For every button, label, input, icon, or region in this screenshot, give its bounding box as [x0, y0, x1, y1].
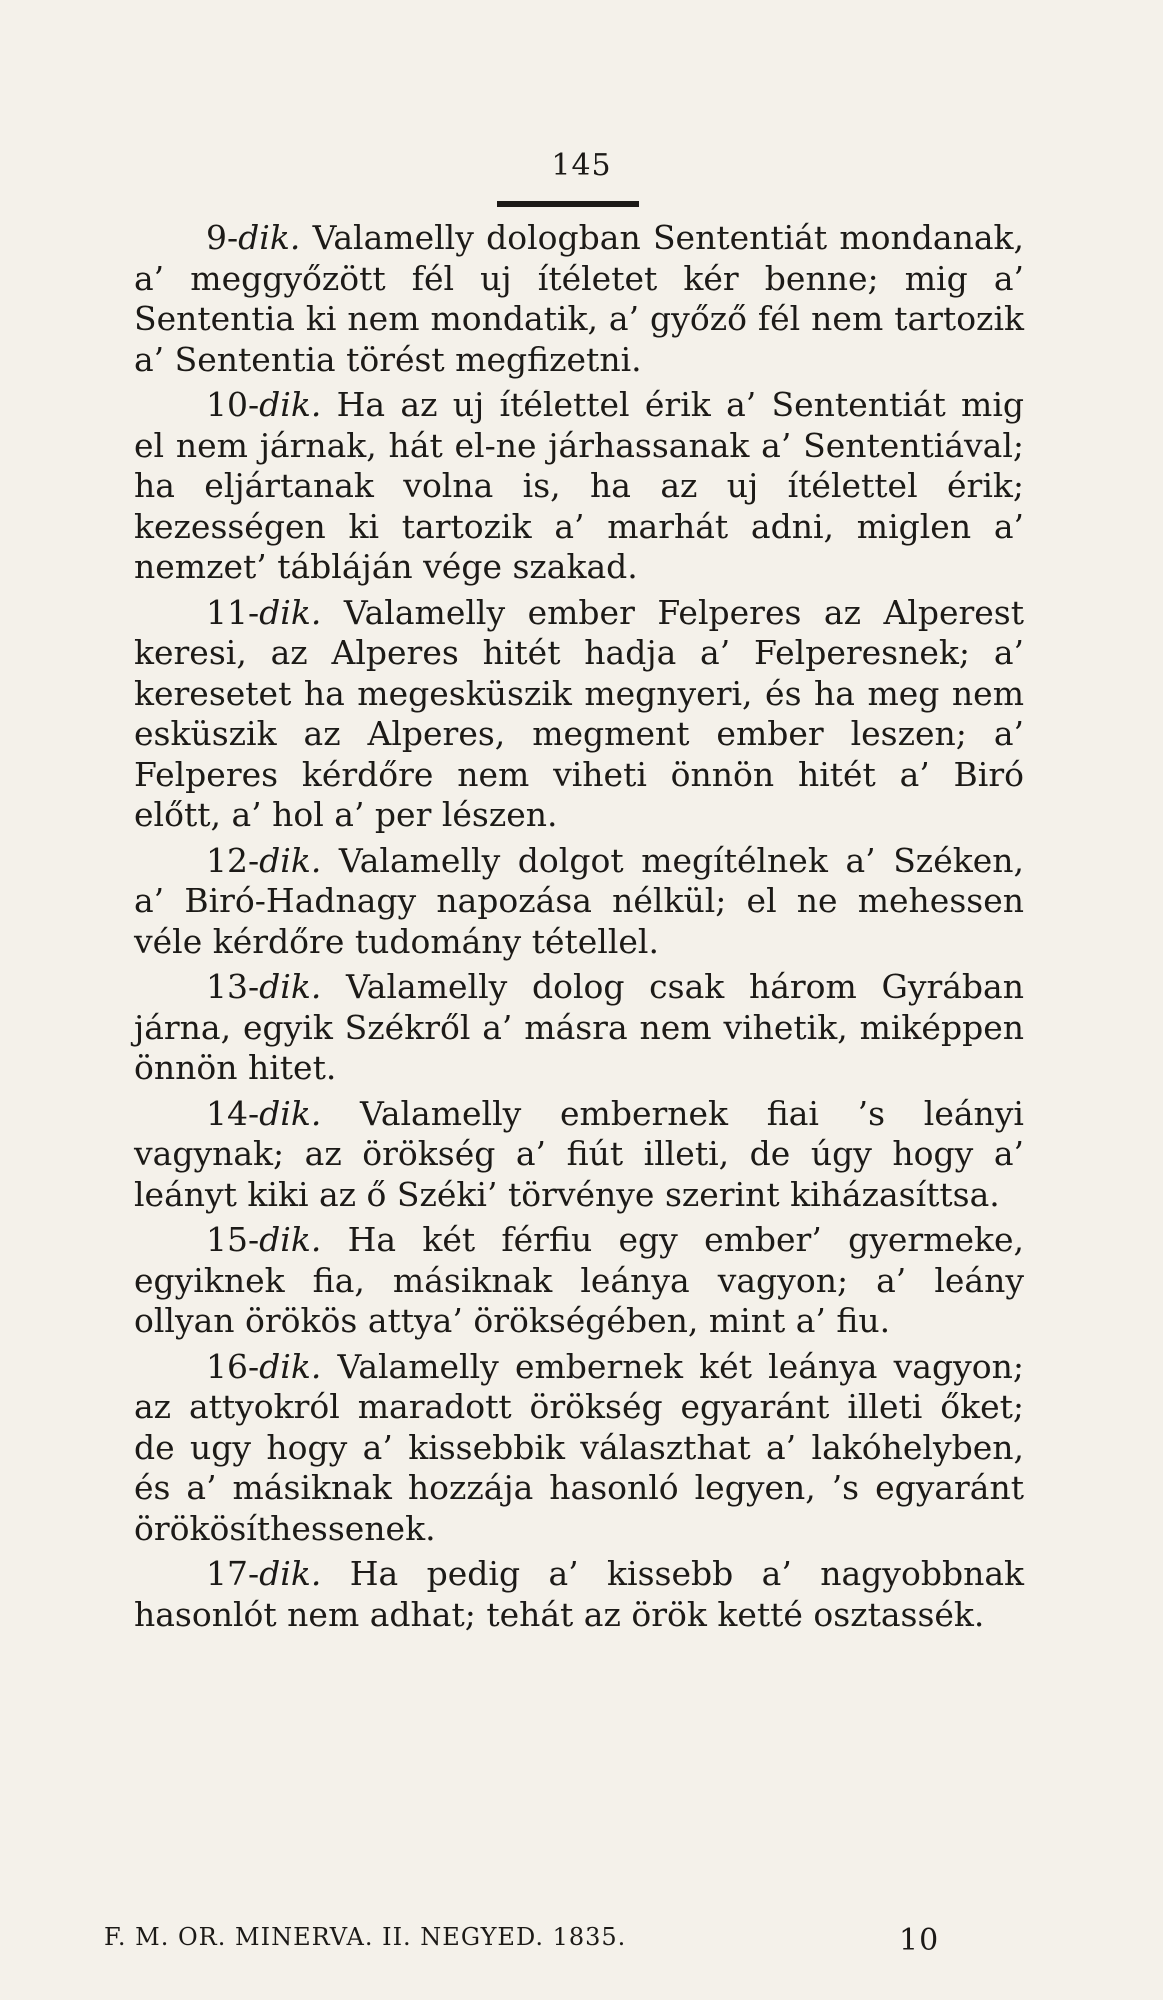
footer [104, 1923, 940, 1958]
paragraph-10: 10-dik. Ha az uj ítélettel érik a’ Sententiát mig el nem járnak, hát el-ne járhassanak a’ Sententiával; ha eljártanak volna is, ha az uj ítélettel érik; kezességen ki tartozik a’ marhát adni, miglen a’ nemzet’ tábláján vége szakad. [134, 385, 1024, 586]
signature-mark: 10 [899, 1923, 940, 1958]
page-number: 145 [551, 148, 612, 183]
paragraph-17: 17-dik. Ha pedig a’ kissebb a’ nagyobbnak hasonlót nem adhat; tehát az örök ketté osztassék. [134, 1554, 1024, 1634]
header-rule [497, 201, 639, 207]
paragraph-11: 11-dik. Valamelly ember Felperes az Alperest keresi, az Alperes hitét hadja a’ Felperesnek; a’ keresetet ha megesküszik megnyeri, és ha meg nem esküszik az Alperes, megment ember leszen; a’ Felperes kérdőre nem viheti önnön hitét a’ Biró előtt, a’ hol a’ per lészen. [134, 592, 1024, 834]
paragraph-15: 15-dik. Ha két férfiu egy ember’ gyermeke, egyiknek fia, másiknak leánya vagyon; a’ leány ollyan örökös attya’ örökségében, mint a’ fiu. [134, 1220, 1024, 1340]
paragraph-13: 13-dik. Valamelly dolog csak három Gyrában járna, egyik Székről a’ másra nem vihetik, miképpen önnön hitet. [134, 967, 1024, 1087]
body-text [134, 218, 1024, 1640]
paragraph-16: 16-dik. Valamelly embernek két leánya vagyon; az attyokról maradott örökség egyaránt illeti őket; de ugy hogy a’ kissebbik választhat a’ lakóhelyben, és a’ másiknak hozzája hasonló legyen, ’s egyaránt örökösíthessenek. [134, 1346, 1024, 1548]
footer-imprint: F. M. OR. MINERVA. II. NEGYED. 1835. [104, 1923, 627, 1951]
paragraph-14: 14-dik. Valamelly embernek fiai ’s leányi vagynak; az örökség a’ fiút illeti, de úgy hogy a’ leányt kiki az ő Széki’ törvénye szerint kiházasíttsa. [134, 1093, 1024, 1214]
paragraph-9: 9-dik. Valamelly dologban Sententiát mondanak, a’ meggyőzött fél uj ítéletet kér benne; mig a’ Sententia ki nem mondatik, a’ győző fél nem tartozik a’ Sententia törést megfizetni. [134, 218, 1024, 379]
paragraph-12: 12-dik. Valamelly dolgot megítélnek a’ Széken, a’ Biró-Hadnagy napozása nélkül; el ne mehessen véle kérdőre tudomány tétellel. [134, 840, 1024, 961]
